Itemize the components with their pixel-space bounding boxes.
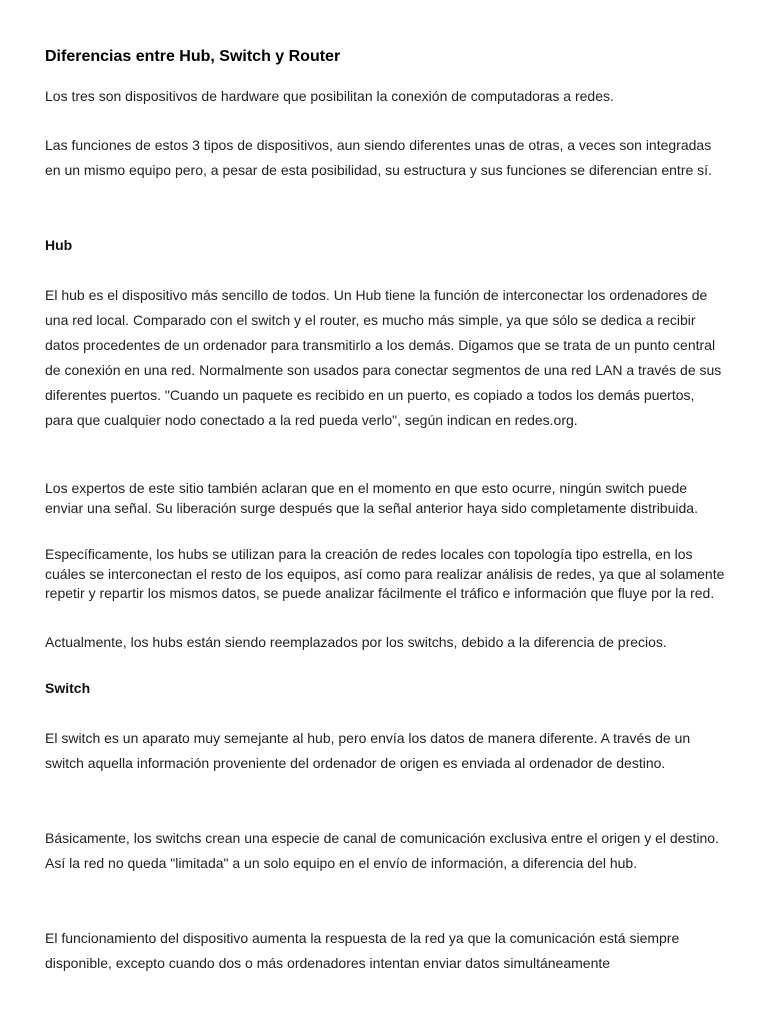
hub-paragraph-4: Actualmente, los hubs están siendo reemplazados por los switchs, debido a la diferencia de precios. <box>45 634 667 650</box>
page-title: Diferencias entre Hub, Switch y Router <box>45 48 341 65</box>
hub-heading: Hub <box>45 237 73 253</box>
hub-paragraph-2: Los expertos de este sitio también aclaran que en el momento en que esto ocurre, ningún switch puede enviar una señal. Su liberación surge después que la señal anterior haya sido completamente distribuida. <box>45 480 698 516</box>
intro-paragraph: Los tres son dispositivos de hardware que posibilitan la conexión de computadoras a redes. <box>45 88 614 104</box>
intro-paragraph-2: Las funciones de estos 3 tipos de dispositivos, aun siendo diferentes unas de otras, a veces son integradas en un mismo equipo pero, a pesar de esta posibilidad, su estructura y sus funciones se diferencian entre sí. <box>45 137 712 178</box>
hub-paragraph-3: Específicamente, los hubs se utilizan para la creación de redes locales con topología tipo estrella, en los cuáles se interconectan el resto de los equipos, así como para realizar análisis de redes, ya que al solamente repetir y repartir los mismos datos, se puede analizar fácilmente el tráfico e información que fluye por la red. <box>45 546 725 601</box>
switch-paragraph-1: El switch es un aparato muy semejante al hub, pero envía los datos de manera diferente. A través de un switch aquella información proveniente del ordenador de origen es enviada al ordenador de destino. <box>45 730 691 771</box>
switch-paragraph-3: El funcionamiento del dispositivo aumenta la respuesta de la red ya que la comunicación está siempre disponible, excepto cuando dos o más ordenadores intentan enviar datos simultáneamente <box>45 930 680 971</box>
switch-paragraph-2: Básicamente, los switchs crean una especie de canal de comunicación exclusiva entre el origen y el destino. Así la red no queda "limitada" a un solo equipo en el envío de información, a diferencia del hub. <box>45 830 719 871</box>
hub-paragraph-1: El hub es el dispositivo más sencillo de todos. Un Hub tiene la función de interconectar los ordenadores de una red local. Comparado con el switch y el router, es mucho más simple, ya que sólo se dedica a recibir datos procedentes de un ordenador para transmitirlo a los demás. Digamos que se trata de un punto central de conexión en una red. Normalmente son usados para conectar segmentos de una red LAN a través de sus diferentes puertos. "Cuando un paquete es recibido en un puerto, es copiado a todos los demás puertos, para que cualquier nodo conectado a la red pueda verlo", según indican en redes.org. <box>45 287 722 428</box>
switch-heading: Switch <box>45 680 91 696</box>
